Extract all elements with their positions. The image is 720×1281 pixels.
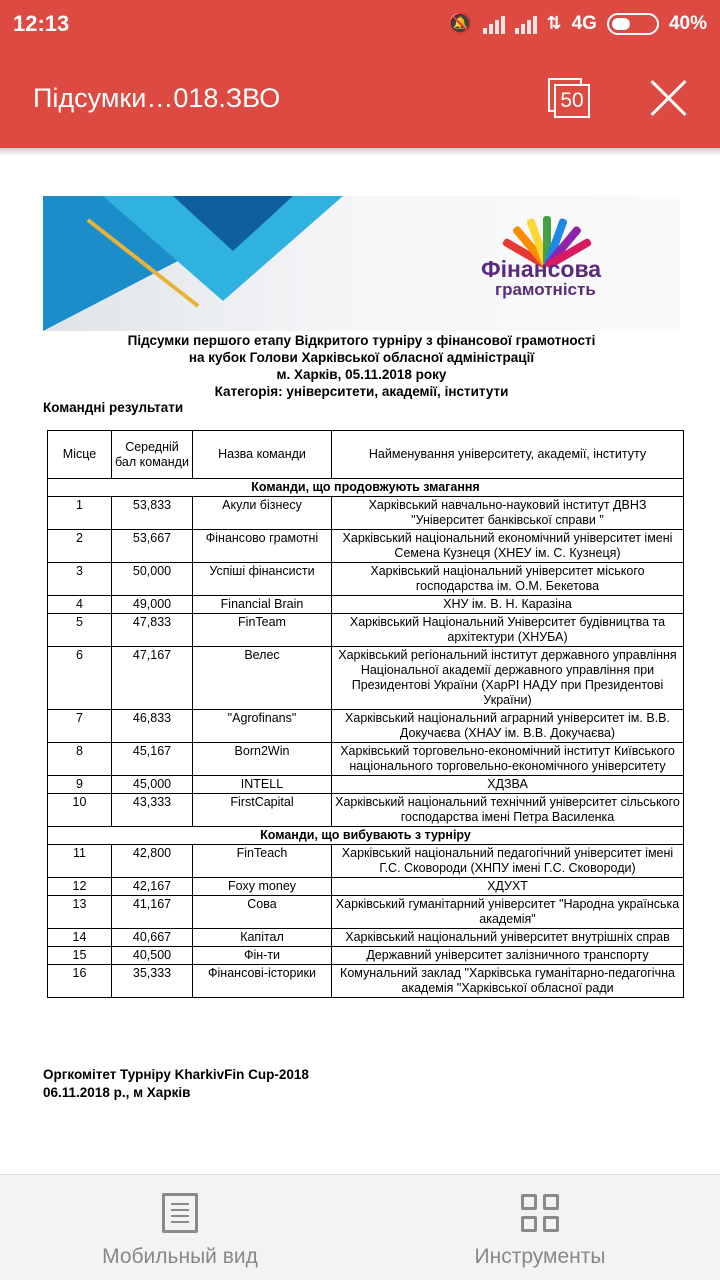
doc-category: Категорія: університети, академії, інститути (214, 384, 509, 399)
section-continue-row (48, 479, 684, 497)
app-toolbar (0, 50, 720, 148)
cell-team: FirstCapital (193, 794, 332, 827)
cell-place: 7 (48, 710, 112, 743)
cell-score: 53,833 (112, 497, 193, 530)
table-row (48, 530, 684, 563)
data-transfer-icon: ⇅ (546, 13, 562, 33)
cell-place: 12 (48, 878, 112, 896)
table-row (48, 497, 684, 530)
header-team-name: Назва команди (193, 431, 332, 479)
table-header-row (48, 431, 684, 479)
cell-university: Харківський торговельно-економічний інститут Київського національного торговельно-економічного університету (332, 743, 684, 776)
cell-score: 49,000 (112, 596, 193, 614)
brand-logo: Фінансова грамотність (481, 256, 602, 299)
tools-label: Инструменты (474, 1245, 606, 1268)
table-row (48, 647, 684, 710)
cell-team: Фінансові-історики (193, 965, 332, 998)
cell-score: 42,167 (112, 878, 193, 896)
cell-place: 16 (48, 965, 112, 998)
table-row (48, 710, 684, 743)
status-time: 12:13 (13, 11, 70, 36)
header-place: Місце (48, 431, 112, 479)
cell-place: 13 (48, 896, 112, 929)
page-count: 50 (554, 84, 590, 118)
cell-place: 8 (48, 743, 112, 776)
tools-tab[interactable] (360, 1175, 720, 1281)
cell-place: 9 (48, 776, 112, 794)
document-title: Підсумки…018.ЗВО (33, 83, 281, 113)
cell-university: ХДЗВА (332, 776, 684, 794)
cell-score: 41,167 (112, 896, 193, 929)
header-university: Найменування університету, академії, інституту (332, 431, 684, 479)
close-button[interactable] (648, 78, 688, 118)
cell-score: 42,800 (112, 845, 193, 878)
cell-score: 50,000 (112, 563, 193, 596)
section-out-row-label: Команди, що вибувають з турніру (48, 827, 684, 845)
cell-team: "Agrofinans" (193, 710, 332, 743)
table-row (48, 947, 684, 965)
cell-university: Харківський навчально-науковий інститут ДВНЗ "Університет банківської справи " (332, 497, 684, 530)
table-row (48, 965, 684, 998)
header-avg-score: Середній бал команди (112, 431, 193, 479)
cell-team: Фін-ти (193, 947, 332, 965)
section-continue-row-label: Команди, що продовжують змагання (48, 479, 684, 497)
battery-level: 40% (668, 12, 707, 34)
signal-icon-2 (515, 14, 537, 34)
cell-place: 5 (48, 614, 112, 647)
team-results-heading: Командні результати (43, 400, 184, 415)
cell-score: 47,167 (112, 647, 193, 710)
banner-image (43, 196, 680, 331)
cell-team: FinTeach (193, 845, 332, 878)
toolbar-shadow (0, 148, 720, 156)
mobile-view-tab[interactable] (0, 1175, 360, 1281)
table-row (48, 596, 684, 614)
battery-icon (607, 13, 659, 35)
cell-team: Born2Win (193, 743, 332, 776)
cell-place: 3 (48, 563, 112, 596)
results-table (47, 430, 684, 998)
cell-university: Харківський національний педагогічний університет імені Г.С. Сковороди (ХНПУ імені Г.С. Сковороди) (332, 845, 684, 878)
network-type: 4G (571, 12, 597, 34)
cell-team: INTELL (193, 776, 332, 794)
cell-university: Харківський національний аграрний університет ім. В.В. Докучаєва (ХНАУ ім. В.В. Докучаєва) (332, 710, 684, 743)
cell-university: Комунальний заклад "Харківська гуманітарно-педагогічна академія "Харківської обласної ради (332, 965, 684, 998)
cell-score: 45,000 (112, 776, 193, 794)
table-row (48, 794, 684, 827)
cell-place: 15 (48, 947, 112, 965)
cell-place: 4 (48, 596, 112, 614)
cell-university: Харківський Національний Університет будівництва та архітектури (ХНУБА) (332, 614, 684, 647)
cell-place: 1 (48, 497, 112, 530)
cell-score: 40,667 (112, 929, 193, 947)
cell-score: 43,333 (112, 794, 193, 827)
cell-team: Сова (193, 896, 332, 929)
table-row (48, 896, 684, 929)
cell-place: 10 (48, 794, 112, 827)
table-row (48, 743, 684, 776)
cell-team: Фінансово грамотні (193, 530, 332, 563)
document-page[interactable] (0, 156, 720, 1174)
cell-team: Financial Brain (193, 596, 332, 614)
cell-university: Державний університет залізничного транспорту (332, 947, 684, 965)
doc-title-line2: на кубок Голови Харківської обласної адміністрації (188, 350, 535, 365)
footer-date: 06.11.2018 р., м Харків (43, 1085, 191, 1100)
cell-score: 47,833 (112, 614, 193, 647)
cell-score: 45,167 (112, 743, 193, 776)
cell-university: Харківський національний технічний університет сільського господарства імені Петра Василенка (332, 794, 684, 827)
signal-icon (483, 14, 505, 34)
cell-university: Харківський регіональний інститут державного управління Національної академії державного управління при Президентові України (ХарРІ НАДУ при Президентові України) (332, 647, 684, 710)
cell-place: 2 (48, 530, 112, 563)
table-row (48, 776, 684, 794)
cell-place: 11 (48, 845, 112, 878)
cell-score: 53,667 (112, 530, 193, 563)
bottom-nav (0, 1174, 720, 1280)
doc-title-line3: м. Харків, 05.11.2018 року (276, 367, 447, 382)
cell-score: 35,333 (112, 965, 193, 998)
cell-team: FinTeam (193, 614, 332, 647)
cell-team: Foxy money (193, 878, 332, 896)
cell-score: 40,500 (112, 947, 193, 965)
cell-university: Харківський національний університет міського господарства ім. О.М. Бекетова (332, 563, 684, 596)
cell-team: Капітал (193, 929, 332, 947)
table-row (48, 929, 684, 947)
cell-team: Успіші фінансисти (193, 563, 332, 596)
cell-university: ХДУХТ (332, 878, 684, 896)
table-row (48, 878, 684, 896)
cell-team: Акули бізнесу (193, 497, 332, 530)
section-out-row (48, 827, 684, 845)
cell-university: Харківський національний університет внутрішніх справ (332, 929, 684, 947)
document-list-icon (162, 1193, 198, 1233)
status-bar (0, 0, 720, 50)
cell-score: 46,833 (112, 710, 193, 743)
cell-place: 14 (48, 929, 112, 947)
mute-icon: 🔕 (447, 13, 473, 35)
cell-university: Харківський національний економічний університет імені Семена Кузнеця (ХНЕУ ім. С. Кузнеця) (332, 530, 684, 563)
table-row (48, 614, 684, 647)
cell-team: Велес (193, 647, 332, 710)
page-list-button[interactable] (548, 78, 588, 118)
cell-place: 6 (48, 647, 112, 710)
table-row (48, 563, 684, 596)
grid-icon (521, 1194, 559, 1232)
doc-title-line1: Підсумки першого етапу Відкритого турніру з фінансової грамотності (127, 333, 596, 348)
footer-committee: Оргкомітет Турніру KharkivFin Cup-2018 (43, 1067, 309, 1082)
cell-university: Харківський гуманітарний університет "Народна українська академія" (332, 896, 684, 929)
cell-university: ХНУ ім. В. Н. Каразіна (332, 596, 684, 614)
mobile-view-label: Мобильный вид (102, 1245, 258, 1268)
table-row (48, 845, 684, 878)
